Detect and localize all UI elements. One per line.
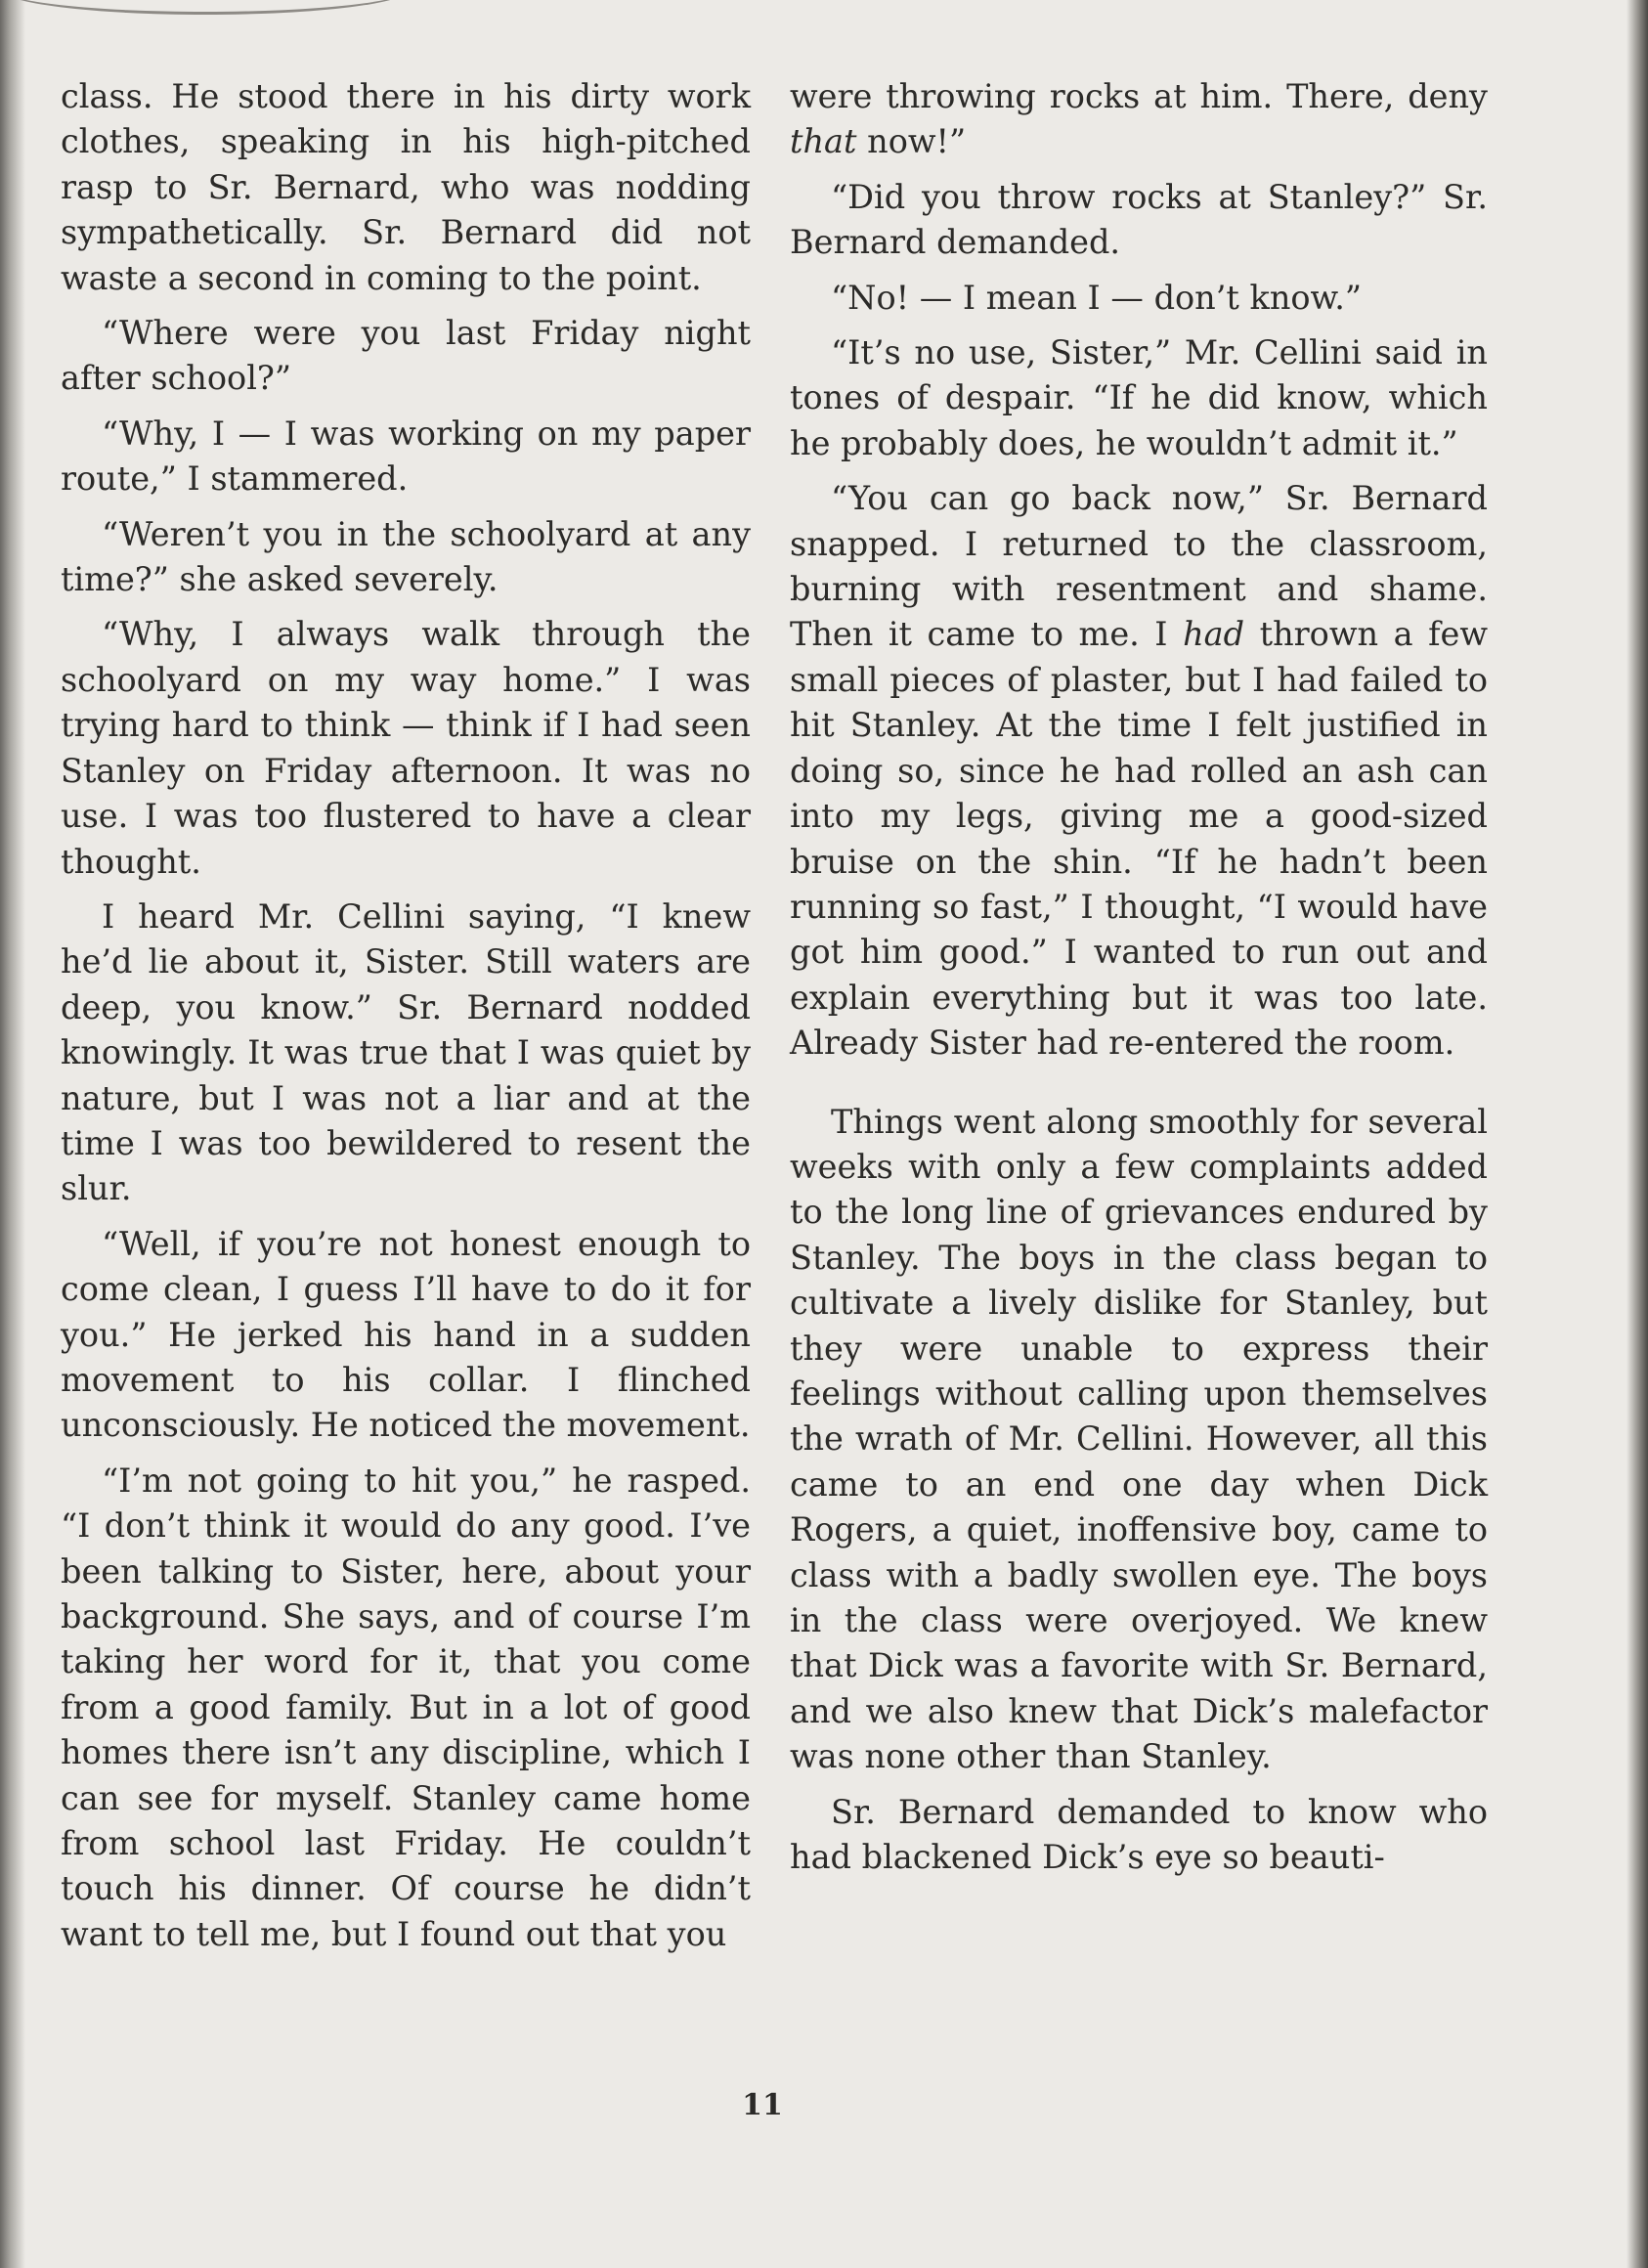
paragraph: “Did you throw rocks at Stanley?” Sr. Bernard demanded. — [790, 177, 1488, 262]
paragraph: “Well, if you’re not honest enough to come clean, I guess I’ll have to do it for you.” He jerked his hand in a sudden movement to his collar. I flinched unconsciously. He noticed the movement. — [61, 1224, 751, 1445]
top-page-curl — [0, 0, 411, 15]
paragraph: Things went along smoothly for several weeks with only a few complaints added to the long line of grievances endured by Stanley. The boys in the class began to cultivate a lively dislike for Stanley, but they were unable to express their feelings without calling upon themselves the wrath of Mr. Cellini. However, all this came to an end one day when Dick Rogers, a quiet, inoffensive boy, came to class with a badly swollen eye. The boys in the class were overjoyed. We knew that Dick was a favorite with Sr. Bernard, and we also knew that Dick’s malefactor was none other than Stanley. — [790, 1102, 1488, 1776]
paragraph: “I’m not going to hit you,” he rasped. “I don’t think it would do any good. I’ve been talking to Sister, here, about your background. She says, and of course I’m taking her word for it, that you come from a good family. But in a lot of good homes there isn’t any discipline, which I can see for myself. Stanley came home from school last Friday. He couldn’t touch his dinner. Of course he didn’t want to tell me, but I found out that you — [61, 1461, 751, 1953]
page-edge-shadow — [1626, 0, 1648, 2268]
paragraph: “Where were you last Friday night after school?” — [61, 314, 751, 398]
text-run: “You can go back now,” Sr. Bernard snapped. I returned to the classroom, burning with resentment and shame. Then it came to me. I — [790, 479, 1488, 654]
paragraph: “It’s no use, Sister,” Mr. Cellini said in tones of despair. “If he did know, which he probably does, he wouldn’t admit it.” — [790, 333, 1488, 462]
paragraph: “Why, I always walk through the schoolyard on my way home.” I was trying hard to think — think if I had seen Stanley on Friday afternoon. It was no use. I was too flustered to have a clear thought. — [61, 615, 751, 881]
italic-text: that — [790, 122, 857, 161]
page-number: 11 — [742, 2088, 783, 2122]
paragraph: “Why, I — I was working on my paper route,” I stammered. — [61, 414, 751, 499]
binding-shadow — [0, 0, 25, 2268]
text-run: now!” — [856, 122, 967, 161]
paragraph — [790, 74, 1488, 165]
paragraph: “No! — I mean I — don’t know.” — [831, 278, 1363, 317]
text-run: were throwing rocks at him. There, deny — [790, 77, 1488, 115]
paragraph: Sr. Bernard demanded to know who had blackened Dick’s eye so beauti- — [790, 1792, 1488, 1877]
paragraph: “Weren’t you in the schoolyard at any time?” she asked severely. — [61, 514, 751, 599]
left-text-column — [61, 74, 751, 1967]
text-run: thrown a few small pieces of plaster, but I had failed to hit Stanley. At the time I felt justified in doing so, since he had rolled an ash can into my legs, giving me a good-sized bruise on the shin. “If he hadn’t been running so fast,” I thought, “I would have got him good.” I wanted to run out and explain everything but it was too late. Already Sister had re-entered the room. — [790, 615, 1488, 1063]
paragraph: class. He stood there in his dirty work clothes, speaking in his high-pitched rasp to Sr. Bernard, who was nodding sympathetically. Sr. Bernard did not waste a second in coming to the point. — [61, 77, 751, 297]
right-text-column — [790, 74, 1488, 1890]
paragraph: I heard Mr. Cellini saying, “I knew he’d lie about it, Sister. Still waters are deep, you know.” Sr. Bernard nodded knowingly. It was true that I was quiet by nature, but I was not a liar and at the time I was too bewildered to resent the slur. — [61, 896, 751, 1208]
paragraph — [790, 476, 1488, 1066]
italic-text: had — [1183, 615, 1245, 654]
